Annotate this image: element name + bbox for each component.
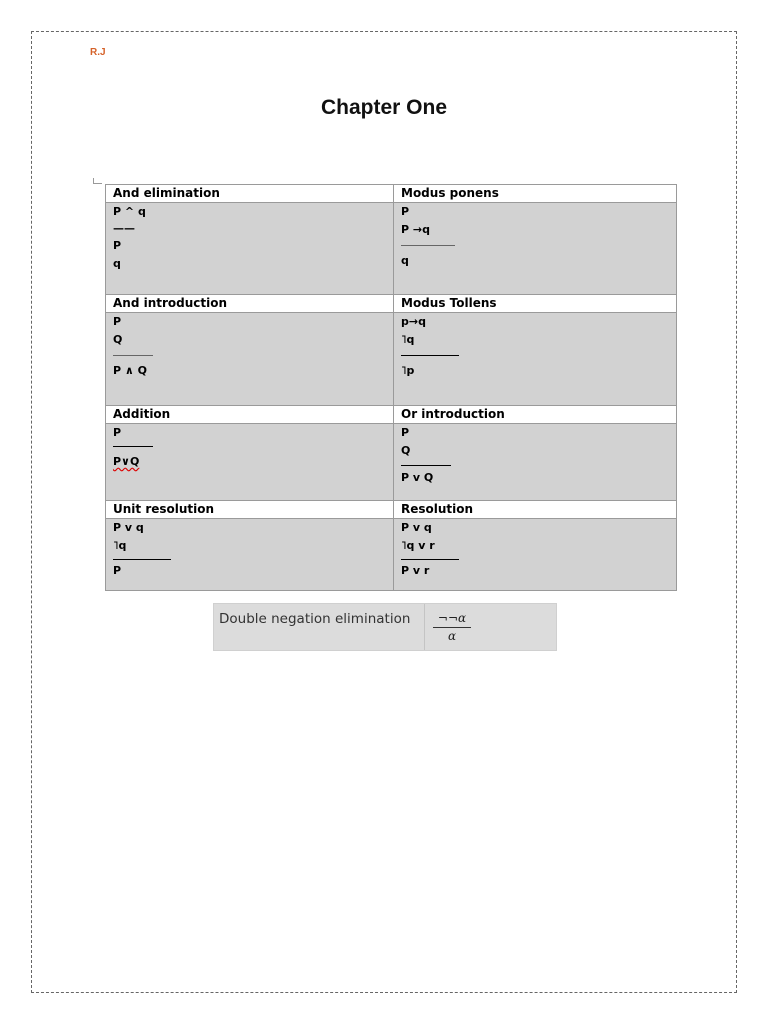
formula-line: P ^ q <box>113 205 146 218</box>
formula-line: P v q <box>113 521 144 534</box>
rule-header-row <box>106 501 677 519</box>
rule-body-row <box>106 203 677 295</box>
rule-body-unit-resolution <box>106 519 394 591</box>
rule-body-and-introduction <box>106 313 394 406</box>
formula-conclusion: α <box>447 629 457 643</box>
formula-line: Q <box>113 333 123 346</box>
formula-line: P <box>113 564 122 577</box>
rule-body-modus-ponens <box>394 203 677 295</box>
rule-name-and-elimination: And elimination <box>106 185 394 203</box>
rule-header-row <box>106 406 677 424</box>
inference-bar <box>113 355 153 356</box>
rule-name-modus-tollens: Modus Tollens <box>394 295 677 313</box>
inference-rules-table <box>105 184 677 591</box>
double-negation-label: Double negation elimination <box>219 611 411 627</box>
rule-header-row <box>106 295 677 313</box>
rule-name-and-introduction: And introduction <box>106 295 394 313</box>
formula-line: q <box>113 257 121 270</box>
inference-bar <box>401 465 451 466</box>
formula-line: P <box>113 426 122 439</box>
formula-premise: ¬¬α <box>433 612 471 628</box>
formula-line: ˥q <box>401 333 415 346</box>
rule-body-row <box>106 313 677 406</box>
fraction <box>433 612 471 644</box>
rule-body-or-introduction <box>394 424 677 501</box>
inference-bar <box>401 559 459 560</box>
rule-name-resolution: Resolution <box>394 501 677 519</box>
formula-line: P v r <box>401 564 430 577</box>
author-initials: R.J <box>90 47 106 58</box>
formula-line: Q <box>401 444 411 457</box>
formula-line: q <box>401 254 409 267</box>
formula-line: ˥p <box>401 364 415 377</box>
rule-body-addition <box>106 424 394 501</box>
double-negation-box <box>213 603 557 651</box>
page-title: Chapter One <box>320 96 448 119</box>
formula-line: P <box>401 426 410 439</box>
rule-name-unit-resolution: Unit resolution <box>106 501 394 519</box>
formula-line: P <box>401 205 410 218</box>
formula-line: P∨Q <box>113 455 140 468</box>
inference-bar <box>113 446 153 447</box>
formula-line: P <box>113 239 122 252</box>
double-negation-formula <box>424 604 558 650</box>
formula-line: P ∧ Q <box>113 364 148 377</box>
rule-name-or-introduction: Or introduction <box>394 406 677 424</box>
rule-body-row <box>106 424 677 501</box>
inference-bar <box>401 355 459 356</box>
rule-body-resolution <box>394 519 677 591</box>
rule-body-and-elimination <box>106 203 394 295</box>
formula-line: ˥q <box>113 539 127 552</box>
rule-body-modus-tollens <box>394 313 677 406</box>
rule-name-modus-ponens: Modus ponens <box>394 185 677 203</box>
formula-line: P v Q <box>401 471 434 484</box>
formula-line: P →q <box>401 223 430 236</box>
table-anchor-mark <box>93 178 102 184</box>
formula-line: p→q <box>401 315 426 328</box>
formula-line: P v q <box>401 521 432 534</box>
rule-body-row <box>106 519 677 591</box>
formula-line: P <box>113 315 122 328</box>
rule-header-row <box>106 185 677 203</box>
rule-name-addition: Addition <box>106 406 394 424</box>
formula-line: ˥q v r <box>401 539 435 552</box>
formula-line: —— <box>113 222 135 235</box>
inference-bar <box>113 559 171 560</box>
inference-bar <box>401 245 455 246</box>
